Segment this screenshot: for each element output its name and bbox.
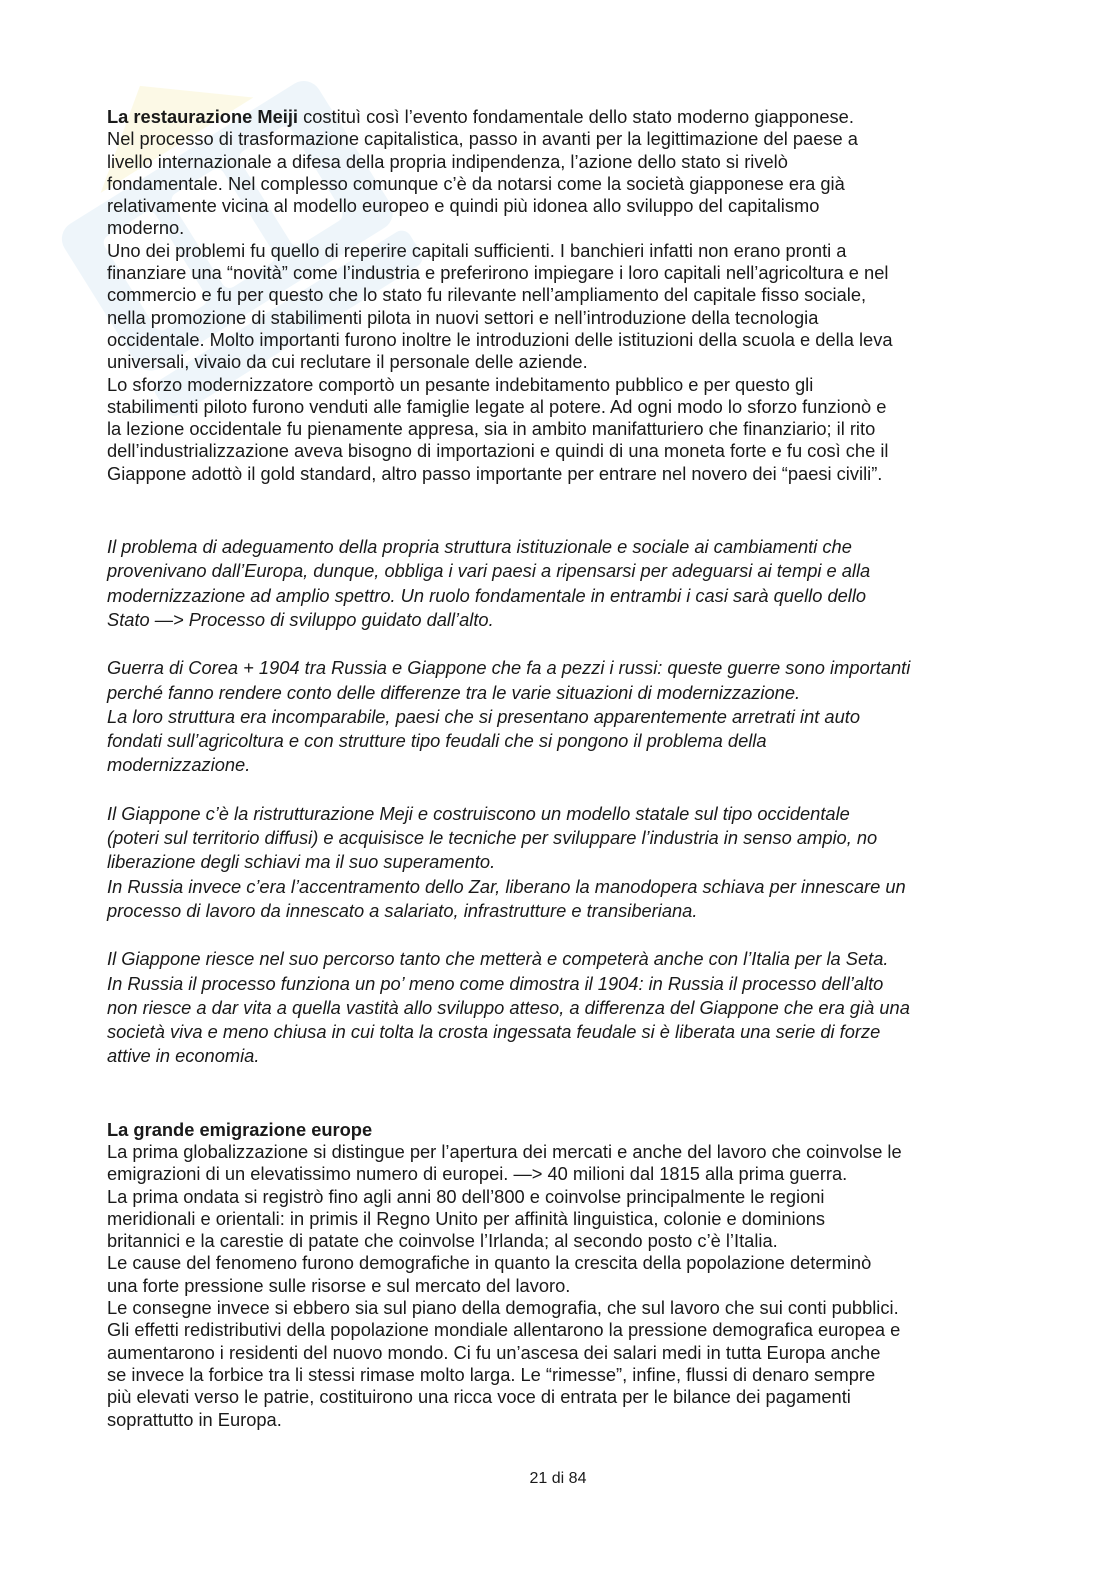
text-line: Giappone adottò il gold standard, altro passo importante per entrare nel novero dei “paesi civili”.: [107, 462, 883, 484]
notes-section: [107, 535, 1012, 1069]
note-line: In Russia invece c’era l’accentramento dello Zar, liberano la manodopera schiava per innescare un: [107, 875, 906, 897]
text-line: dell’industrializzazione aveva bisogno di importazioni e quindi di una moneta forte e fu così che il: [107, 440, 889, 462]
note-line: fondati sull’agricoltura e con strutture tipo feudali che si pongono il problema della: [107, 730, 767, 752]
text-line: nella promozione di stabilimenti pilota in nuovi settori e nell’introduzione della tecnologia: [107, 306, 819, 328]
note-line: non riesce a dar vita a quella vastità allo sviluppo atteso, a differenza del Giappone che era già una: [107, 996, 910, 1018]
text-line: relativamente vicina al modello europeo e quindi più idonea allo sviluppo del capitalismo: [107, 195, 820, 217]
text-line: britannici e la carestie di patate che coinvolse l’Irlanda; al secondo posto c’è l’Italia.: [107, 1230, 778, 1252]
notes-paragraph-4: [107, 947, 1012, 1068]
note-line: La loro struttura era incomparabile, paesi che si presentano apparentemente arretrati int auto: [107, 705, 861, 727]
note-line: Guerra di Corea + 1904 tra Russia e Giappone che fa a pezzi i russi: queste guerre sono importanti: [107, 657, 911, 679]
note-line: provenivano dall’Europa, dunque, obbliga i vari paesi a ripensarsi per adeguarsi ai tempi e alla: [107, 560, 871, 582]
note-line: modernizzazione ad amplio spettro. Un ruolo fondamentale in entrambi i casi sarà quello dello: [107, 584, 867, 606]
note-line: In Russia il processo funziona un po’ meno come dimostra il 1904: in Russia il processo dell’alto: [107, 972, 884, 994]
note-line: società viva e meno chiusa in cui tolta la crosta ingessata feudale si è liberata una serie di forze: [107, 1021, 881, 1043]
document-page: [107, 106, 1012, 1431]
text-line: Lo sforzo modernizzatore comportò un pesante indebitamento pubblico e per questo gli: [107, 373, 814, 395]
text-line: se invece la forbice tra li stessi rimase molto larga. Le “rimesse”, infine, flussi di denaro sempre: [107, 1363, 876, 1385]
text-line: stabilimenti piloto furono venduti alle famiglie legate al potere. Ad ogni modo lo sforzo funzionò e: [107, 395, 887, 417]
text-line: commercio e fu per questo che lo stato fu rilevante nell’ampliamento del capitale fisso sociale,: [107, 284, 867, 306]
text-line: finanziare una “novità” come l’industria e preferirono impiegare i loro capitali nell’agricoltura e nel: [107, 262, 889, 284]
text-line: più elevati verso le patrie, costituirono una ricca voce di entrata per le bilance dei pagamenti: [107, 1386, 851, 1408]
note-line: Il Giappone riesce nel suo percorso tanto che metterà e competerà anche con l’Italia per la Seta.: [107, 948, 889, 970]
meiji-intro-rest: costituì così l’evento fondamentale dello stato moderno giapponese.: [298, 106, 854, 127]
note-line: (poteri sul territorio diffusi) e acquisisce le tecniche per sviluppare l’industria in senso ampio, no: [107, 827, 878, 849]
notes-paragraph-2: [107, 656, 1012, 777]
meiji-intro-bold: La restaurazione Meiji: [107, 106, 298, 127]
text-line: meridionali e orientali: in primis il Regno Unito per affinità linguistica, colonie e dominions: [107, 1207, 826, 1229]
text-line: moderno.: [107, 217, 185, 239]
note-line: perché fanno rendere conto delle differenze tra le varie situazioni di modernizzazione.: [107, 681, 801, 703]
text-line: Nel processo di trasformazione capitalistica, passo in avanti per la legittimazione del paese a: [107, 128, 858, 150]
note-line: attive in economia.: [107, 1045, 260, 1067]
text-line: Le cause del fenomeno furono demografiche in quanto la crescita della popolazione determinò: [107, 1252, 872, 1274]
notes-paragraph-1: [107, 535, 1012, 632]
text-line: La prima ondata si registrò fino agli anni 80 dell’800 e coinvolse principalmente le regioni: [107, 1185, 825, 1207]
text-line: Uno dei problemi fu quello di reperire capitali sufficienti. I banchieri infatti non erano pronti a: [107, 239, 847, 261]
note-line: liberazione degli schiavi ma il suo superamento.: [107, 851, 496, 873]
text-line: universali, vivaio da cui reclutare il personale delle aziende.: [107, 351, 588, 373]
text-line: fondamentale. Nel complesso comunque c’è da notarsi come la società giapponese era già: [107, 172, 845, 194]
text-line: La prima globalizzazione si distingue per l’apertura dei mercati e anche del lavoro che coinvolse le: [107, 1140, 902, 1162]
page-number: 21 di 84: [529, 1470, 587, 1487]
text-line: aumentarono i residenti del nuovo mondo. Ci fu un’ascesa dei salari medi in tutta Europa anche: [107, 1341, 881, 1363]
note-line: Il Giappone c’è la ristrutturazione Meji e costruiscono un modello statale sul tipo occidentale: [107, 802, 850, 824]
text-line: Le consegne invece si ebbero sia sul piano della demografia, che sul lavoro che sui conti pubblici.: [107, 1297, 899, 1319]
meiji-intro-line: [107, 106, 1012, 128]
text-line: Gli effetti redistributivi della popolazione mondiale allentarono la pressione demografica europea e: [107, 1319, 901, 1341]
notes-paragraph-3: [107, 802, 1012, 923]
text-line: una forte pressione sulle risorse e sul mercato del lavoro.: [107, 1274, 571, 1296]
note-line: Stato —> Processo di sviluppo guidato dall’alto.: [107, 608, 494, 630]
text-line: livello internazionale a difesa della propria indipendenza, l’azione dello stato si rivelò: [107, 150, 788, 172]
section-emigration: [107, 1119, 1012, 1431]
text-line: la lezione occidentale fu pienamente appresa, sia in ambito manifatturiero che finanziario; il rito: [107, 418, 876, 440]
section-title: La grande emigrazione europe: [107, 1118, 373, 1140]
text-line: emigrazioni di un elevatissimo numero di europei. —> 40 milioni dal 1815 alla prima guerra.: [107, 1163, 848, 1185]
note-line: Il problema di adeguamento della propria struttura istituzionale e sociale ai cambiamenti che: [107, 536, 852, 558]
text-line: soprattutto in Europa.: [107, 1408, 282, 1430]
text-line: occidentale. Molto importanti furono inoltre le introduzioni delle istituzioni della scuola e della leva: [107, 328, 893, 350]
section-meiji: [107, 106, 1012, 485]
note-line: processo di lavoro da innescato a salariato, infrastrutture e transiberiana.: [107, 899, 698, 921]
note-line: modernizzazione.: [107, 754, 251, 776]
